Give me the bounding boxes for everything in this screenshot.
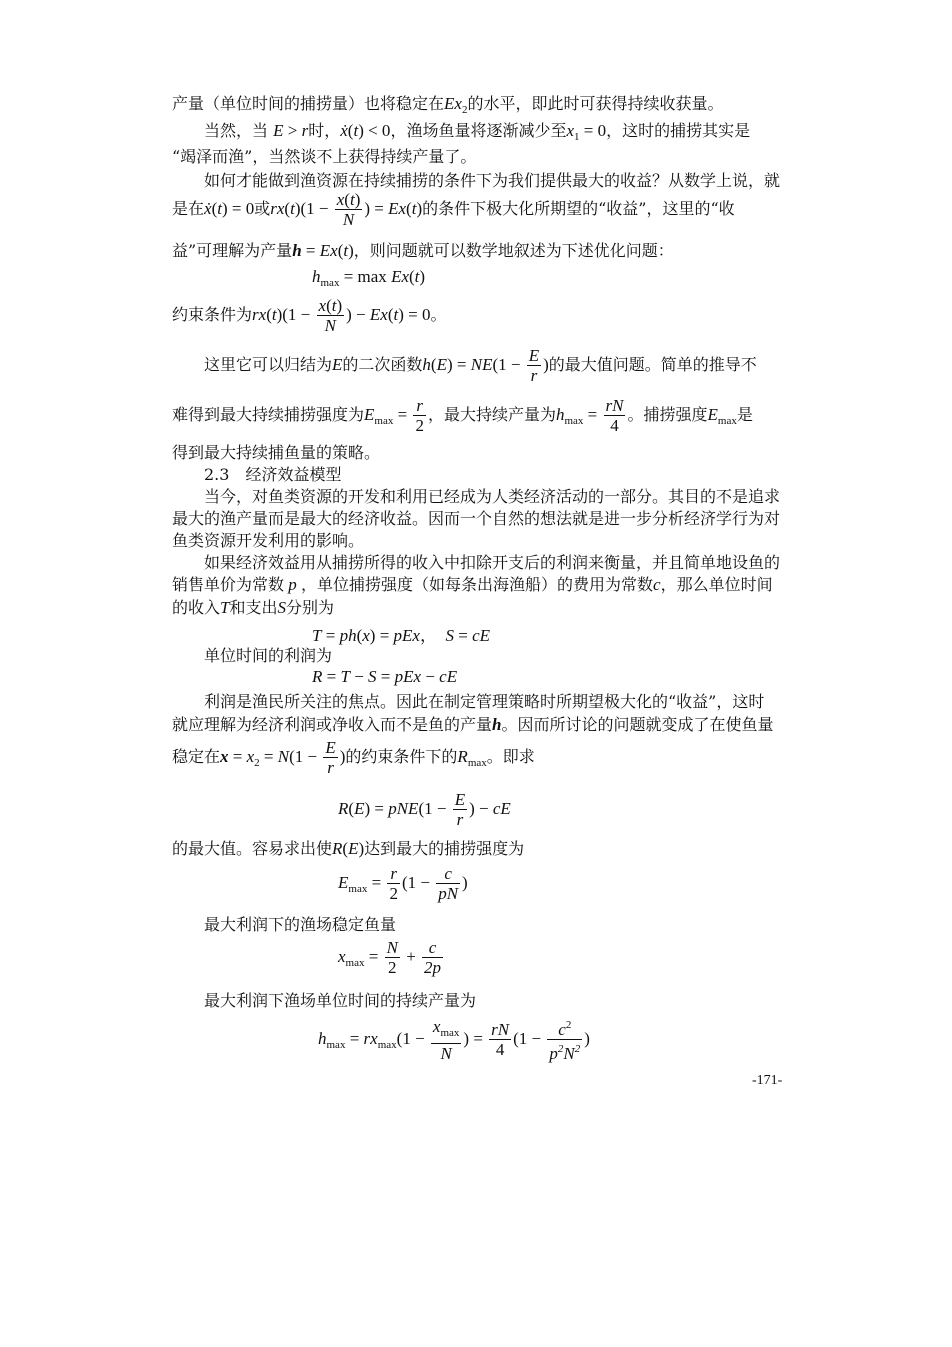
text-line: 益”可理解为产量h = Ex(t)，则问题就可以数学地叙述为下述优化问题：	[172, 241, 674, 260]
text: 最大利润下的渔场稳定鱼量	[204, 915, 397, 934]
fraction: $\frac{c}{2p}$	[424, 938, 442, 977]
fraction: $\frac{x_{max}}{N}$	[432, 1016, 460, 1063]
fraction: $\frac{x(t)}{N}$	[318, 296, 343, 335]
text-line: 的最大值。容易求出使R(E)达到最大的捕捞强度为	[172, 839, 525, 858]
text: 。	[430, 305, 447, 324]
fraction: $\frac{E}{r}$	[454, 790, 466, 829]
text: 得到最大持续捕鱼量的策略。	[172, 443, 381, 462]
text: ，则问题就可以数学地叙述为下述优化问题：	[353, 241, 674, 260]
text: 单位时间的利润为	[204, 646, 333, 665]
text: 。因而所讨论的问题就变成了在使鱼量	[501, 715, 774, 734]
text-line	[204, 990, 808, 1012]
text: 最大利润下渔场单位时间的持续产量为	[204, 991, 477, 1010]
text-line: 约束条件为rx(t)(1 − $\frac{x(t)}{N}$ ) − Ex(t) = 0。	[172, 296, 447, 335]
text: 分别为	[286, 598, 335, 617]
text: 的最大值。容易求出使	[172, 839, 333, 858]
fraction: $\frac{x(t)}{N}$	[336, 190, 361, 229]
text-line	[204, 170, 808, 192]
text: 稳定在	[172, 747, 221, 766]
text: 难得到最大持续捕捞强度为	[172, 405, 365, 424]
text: 的最大值问题。简单的推导不	[548, 355, 757, 374]
text: 如何才能做到渔资源在持续捕捞的条件下为我们提供最大的收益？从数学上说，就	[204, 171, 781, 190]
text: ，那么单位时间	[660, 575, 773, 594]
text: 时，	[308, 121, 341, 140]
fraction: $\frac{c^2}{p^2N^2}$	[547, 1016, 582, 1063]
text: 的约束条件下的	[345, 747, 458, 766]
text-line: 当然，当 E > r时，ẋ(t) < 0，渔场鱼量将逐渐减少至$x_1 = 0$，这时的捕捞其实是	[204, 121, 751, 143]
fraction: $\frac{E}{r}$	[325, 738, 336, 777]
text: 最大的渔产量而是最大的经济收益。因而一个自然的想法就是进一步分析经济学行为对	[172, 509, 781, 528]
text-line	[172, 530, 808, 552]
text-line	[204, 691, 808, 713]
text: 的二次函数	[342, 355, 423, 374]
text-line	[172, 442, 808, 464]
text: 就应理解为经济利润或净收入而不是鱼的产量	[172, 715, 493, 734]
text-line	[204, 486, 808, 508]
equation: $E_{max}$ = $\frac{r}{2}$ (1 − $\frac{c}{pN}$ )	[338, 864, 468, 903]
text: 是在	[172, 199, 205, 218]
page-number: -171-	[752, 1073, 783, 1088]
text: 鱼类资源开发利用的影响。	[172, 531, 365, 550]
fraction: $\frac{N}{2}$	[386, 938, 398, 977]
text: 利润是渔民所关注的焦点。因此在制定管理策略时所期望极大化的“收益”，这时	[204, 692, 765, 711]
text: 当今，对鱼类资源的开发和利用已经成为人类经济活动的一部分。其目的不是追求	[204, 487, 781, 506]
text: ，最大持续产量为	[427, 405, 556, 424]
text: 。即求	[486, 747, 535, 766]
text-line	[172, 508, 808, 530]
text-line	[172, 146, 808, 168]
section-heading	[204, 464, 808, 486]
text-line	[204, 914, 808, 936]
fraction: $\frac{r}{2}$	[415, 396, 424, 435]
text: 2.3 经济效益模型	[204, 465, 342, 484]
fraction: $\frac{r}{2}$	[389, 864, 398, 903]
text: 是	[736, 405, 753, 424]
text-line: 就应理解为经济利润或净收入而不是鱼的产量h。因而所讨论的问题就变成了在使鱼量	[172, 715, 774, 734]
fraction: $\frac{rN}{4}$	[491, 1020, 510, 1059]
equation: $h_{max} = \max Ex(t)$	[312, 267, 426, 289]
text: 。捕捞强度	[627, 405, 708, 424]
text-line: 难得到最大持续捕捞强度为$E_{max}$ = $\frac{r}{2}$ ，最大持续产量为$h_{max}$ = $\frac{rN}{4}$ 。捕捞强度$E_{max}$是	[172, 396, 753, 435]
text: ，这时的捕捞其实是	[606, 121, 751, 140]
text: 产量（单位时间的捕捞量）也将稳定在	[172, 94, 445, 113]
text: 的条件下极大化所期望的“收益”，这里的“收	[422, 199, 735, 218]
equation: R = T − S = pEx − cE	[312, 667, 458, 686]
text: 益”可理解为产量	[172, 241, 293, 260]
text-line	[204, 645, 808, 667]
text-line: 销售单价为常数 p ，单位捕捞强度（如每条出海渔船）的费用为常数c，那么单位时间	[172, 575, 773, 594]
text: ，渔场鱼量将逐渐减少至	[390, 121, 567, 140]
text: 这里它可以归结为	[204, 355, 333, 374]
text: 约束条件为	[172, 305, 253, 324]
text: 达到最大的捕捞强度为	[364, 839, 525, 858]
text: 销售单价为常数	[172, 575, 285, 594]
fraction: $\frac{rN}{4}$	[605, 396, 624, 435]
equation: $h_{max} = rx_{max}(1$ − $\frac{x_{max}}{N}$ ) = $\frac{rN}{4}$ (1 − $\frac{c^2}{p^2N^2}$ )	[318, 1016, 590, 1063]
text: 如果经济效益用从捕捞所得的收入中扣除开支后的利润来衡量，并且简单地设鱼的	[204, 553, 781, 572]
text-line: 这里它可以归结为E的二次函数h(E) = NE(1 − $\frac{E}{r}$ )的最大值问题。简单的推导不	[204, 346, 757, 385]
text-line: 产量（单位时间的捕捞量）也将稳定在$Ex_2$的水平，即此时可获得持续收获量。	[172, 94, 724, 116]
text: 的收入	[172, 598, 221, 617]
text: “竭泽而渔”，当然谈不上获得持续产量了。	[172, 147, 477, 166]
text: 当然，当	[204, 121, 269, 140]
text: 和支出	[229, 598, 278, 617]
text: 或	[254, 199, 271, 218]
text: 的水平，即此时可获得持续收获量。	[467, 94, 724, 113]
equation: R(E) = pNE(1 − $\frac{E}{r}$ ) − cE	[338, 790, 511, 829]
text: ，单位捕捞强度（如每条出海渔船）的费用为常数	[301, 575, 654, 594]
text-line: 是在ẋ(t) = 0或rx(t)(1 − $\frac{x(t)}{N}$ ) = Ex(t)的条件下极大化所期望的“收益”，这里的“收	[172, 190, 735, 229]
text-line: 稳定在$x = x_2 = N(1$ − $\frac{E}{r}$ )的约束条件下的$R_{max}$。即求	[172, 738, 535, 777]
equation: $x_{max}$ = $\frac{N}{2}$ + $\frac{c}{2p}$	[338, 938, 442, 977]
fraction: $\frac{c}{pN}$	[438, 864, 459, 903]
text-line	[204, 552, 808, 574]
fraction: $\frac{E}{r}$	[528, 346, 540, 385]
text-line: 的收入T和支出S分别为	[172, 598, 335, 617]
equation: T = ph(x) = pEx， S = cE	[312, 626, 490, 645]
